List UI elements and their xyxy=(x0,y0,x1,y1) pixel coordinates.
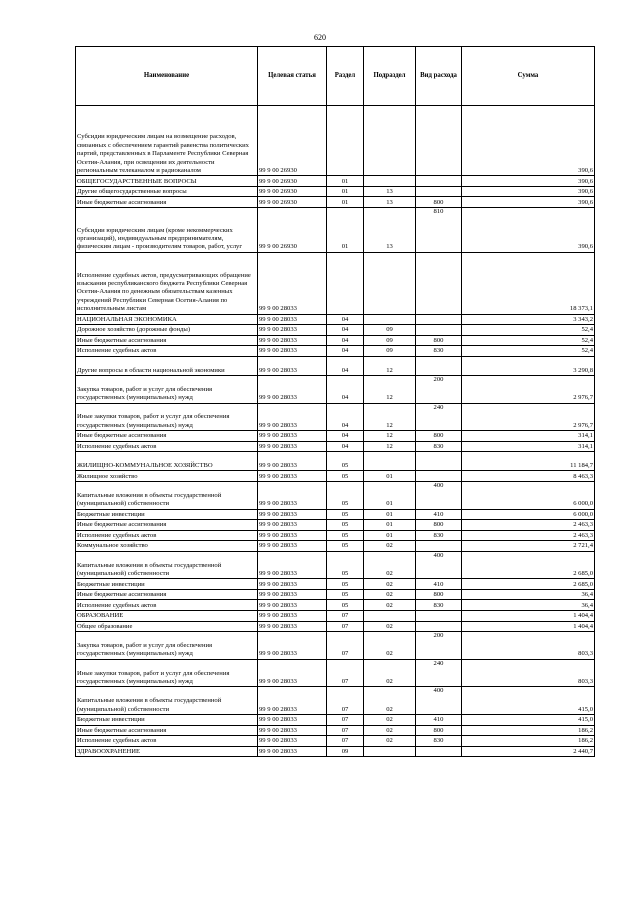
row-type xyxy=(416,176,462,187)
row-subsection xyxy=(364,746,416,757)
row-sum: 415,0 xyxy=(462,687,595,715)
page-number: 620 xyxy=(314,33,326,42)
row-subsection: 12 xyxy=(364,403,416,431)
row-code: 99 9 00 28033 xyxy=(258,736,327,747)
row-section: 07 xyxy=(327,687,364,715)
row-name: Бюджетные инвестиции xyxy=(76,579,258,590)
row-name: Иные закупки товаров, работ и услуг для обеспечения государственных (муниципальных) нужд xyxy=(76,403,258,431)
row-subsection: 02 xyxy=(364,589,416,600)
row-type xyxy=(416,611,462,622)
row-sum: 3 290,8 xyxy=(462,356,595,375)
row-type: 800 xyxy=(416,335,462,346)
row-name: Иные бюджетные ассигнования xyxy=(76,520,258,531)
row-subsection: 09 xyxy=(364,346,416,357)
row-type xyxy=(416,106,462,176)
row-section xyxy=(327,252,364,314)
row-subsection: 02 xyxy=(364,659,416,687)
table-row xyxy=(76,346,595,357)
row-subsection: 02 xyxy=(364,632,416,660)
row-type: 200 xyxy=(416,375,462,403)
row-subsection: 13 xyxy=(364,208,416,253)
row-code: 99 9 00 28033 xyxy=(258,325,327,336)
table-row xyxy=(76,530,595,541)
row-sum: 186,2 xyxy=(462,736,595,747)
row-code: 99 9 00 28033 xyxy=(258,441,327,452)
row-type: 800 xyxy=(416,431,462,442)
row-type: 830 xyxy=(416,600,462,611)
row-name: НАЦИОНАЛЬНАЯ ЭКОНОМИКА xyxy=(76,314,258,325)
row-name: Жилищное хозяйство xyxy=(76,471,258,482)
row-section: 04 xyxy=(327,403,364,431)
table-row xyxy=(76,375,595,403)
table-row xyxy=(76,659,595,687)
row-code: 99 9 00 28033 xyxy=(258,335,327,346)
row-subsection: 02 xyxy=(364,725,416,736)
row-sum: 390,6 xyxy=(462,186,595,197)
table-header-row xyxy=(76,47,595,106)
row-sum: 1 404,4 xyxy=(462,611,595,622)
table-row xyxy=(76,632,595,660)
row-code: 99 9 00 28033 xyxy=(258,746,327,757)
row-name: Субсидии юридическим лицам (кроме некоммерческих организаций), индивидуальным предпринимателям, физическим лицам - производителям товаров, работ, услуг xyxy=(76,208,258,253)
table-row xyxy=(76,252,595,314)
row-code: 99 9 00 28033 xyxy=(258,551,327,579)
row-code: 99 9 00 28033 xyxy=(258,579,327,590)
row-type: 410 xyxy=(416,715,462,726)
row-type: 800 xyxy=(416,197,462,208)
row-code: 99 9 00 28033 xyxy=(258,471,327,482)
row-subsection: 01 xyxy=(364,481,416,509)
row-type: 410 xyxy=(416,509,462,520)
row-type: 800 xyxy=(416,589,462,600)
row-code: 99 9 00 28033 xyxy=(258,541,327,552)
row-sum: 3 343,2 xyxy=(462,314,595,325)
row-section: 07 xyxy=(327,725,364,736)
row-name: Исполнение судебных актов, предусматривающих обращение взыскания республиканского бюджета Республики Северная Осетия-Алания по денежным обязательствам казенных учреждений Республики Северная Осетия-Алания по исполнительным листам xyxy=(76,252,258,314)
row-type: 410 xyxy=(416,579,462,590)
row-section: 07 xyxy=(327,736,364,747)
row-subsection: 13 xyxy=(364,186,416,197)
row-subsection: 01 xyxy=(364,530,416,541)
row-section: 04 xyxy=(327,335,364,346)
row-name: ОБРАЗОВАНИЕ xyxy=(76,611,258,622)
table-row xyxy=(76,600,595,611)
row-name: ОБЩЕГОСУДАРСТВЕННЫЕ ВОПРОСЫ xyxy=(76,176,258,187)
header-sum: Сумма xyxy=(462,47,595,106)
row-sum: 52,4 xyxy=(462,325,595,336)
row-sum: 186,2 xyxy=(462,725,595,736)
row-type: 240 xyxy=(416,659,462,687)
row-subsection: 12 xyxy=(364,441,416,452)
row-type: 830 xyxy=(416,530,462,541)
row-sum: 2 440,7 xyxy=(462,746,595,757)
row-name: Другие вопросы в области национальной экономики xyxy=(76,356,258,375)
row-subsection: 12 xyxy=(364,375,416,403)
row-section: 07 xyxy=(327,611,364,622)
row-sum: 314,1 xyxy=(462,431,595,442)
row-type xyxy=(416,746,462,757)
row-code: 99 9 00 28033 xyxy=(258,659,327,687)
table-row xyxy=(76,520,595,531)
row-sum: 314,1 xyxy=(462,441,595,452)
row-sum: 36,4 xyxy=(462,600,595,611)
row-name: Закупка товаров, работ и услуг для обеспечения государственных (муниципальных) нужд xyxy=(76,632,258,660)
row-type xyxy=(416,186,462,197)
row-section: 04 xyxy=(327,325,364,336)
row-subsection: 09 xyxy=(364,325,416,336)
row-name: Бюджетные инвестиции xyxy=(76,715,258,726)
row-type xyxy=(416,356,462,375)
row-sum: 6 000,0 xyxy=(462,481,595,509)
row-section: 07 xyxy=(327,715,364,726)
row-section: 07 xyxy=(327,659,364,687)
table-row xyxy=(76,715,595,726)
row-name: Закупка товаров, работ и услуг для обеспечения государственных (муниципальных) нужд xyxy=(76,375,258,403)
row-section: 05 xyxy=(327,600,364,611)
row-sum: 8 463,3 xyxy=(462,471,595,482)
row-section: 09 xyxy=(327,746,364,757)
table-row xyxy=(76,431,595,442)
row-name: Исполнение судебных актов xyxy=(76,736,258,747)
row-name: Исполнение судебных актов xyxy=(76,441,258,452)
row-section: 04 xyxy=(327,314,364,325)
row-name: Иные бюджетные ассигнования xyxy=(76,589,258,600)
row-section: 05 xyxy=(327,589,364,600)
row-name: Капитальные вложения в объекты государственной (муниципальной) собственности xyxy=(76,481,258,509)
row-subsection: 02 xyxy=(364,541,416,552)
header-type: Вид расхода xyxy=(416,47,462,106)
table-row xyxy=(76,509,595,520)
row-sum: 52,4 xyxy=(462,335,595,346)
table-row xyxy=(76,197,595,208)
row-sum: 803,3 xyxy=(462,659,595,687)
table-row xyxy=(76,176,595,187)
row-subsection xyxy=(364,106,416,176)
row-sum: 1 404,4 xyxy=(462,621,595,632)
row-type xyxy=(416,325,462,336)
table-row xyxy=(76,746,595,757)
row-code: 99 9 00 28033 xyxy=(258,715,327,726)
row-code: 99 9 00 26930 xyxy=(258,176,327,187)
row-subsection: 09 xyxy=(364,335,416,346)
row-code: 99 9 00 28033 xyxy=(258,314,327,325)
row-code: 99 9 00 28033 xyxy=(258,356,327,375)
row-subsection: 02 xyxy=(364,600,416,611)
row-name: Капитальные вложения в объекты государственной (муниципальной) собственности xyxy=(76,551,258,579)
row-section: 01 xyxy=(327,208,364,253)
row-subsection xyxy=(364,611,416,622)
row-sum: 803,3 xyxy=(462,632,595,660)
row-type: 400 xyxy=(416,481,462,509)
table-row xyxy=(76,186,595,197)
row-section: 01 xyxy=(327,176,364,187)
row-code: 99 9 00 28033 xyxy=(258,600,327,611)
row-sum: 2 721,4 xyxy=(462,541,595,552)
row-sum: 390,6 xyxy=(462,208,595,253)
row-name: Иные бюджетные ассигнования xyxy=(76,725,258,736)
row-section: 05 xyxy=(327,520,364,531)
row-type: 810 xyxy=(416,208,462,253)
table-row xyxy=(76,335,595,346)
row-type xyxy=(416,541,462,552)
row-sum: 52,4 xyxy=(462,346,595,357)
row-name: Субсидии юридическим лицам на возмещение расходов, связанных с обеспечением гарантий равенства политических партий, представленных в Парламенте Республики Северная Осетия-Алания, при освещении их деятельности региональным телеканалом и радиоканалом xyxy=(76,106,258,176)
row-code: 99 9 00 28033 xyxy=(258,509,327,520)
table-body xyxy=(76,106,595,757)
row-subsection xyxy=(364,176,416,187)
table-row xyxy=(76,551,595,579)
budget-table xyxy=(75,46,595,757)
row-sum: 390,6 xyxy=(462,176,595,187)
row-section: 05 xyxy=(327,481,364,509)
row-name: Бюджетные инвестиции xyxy=(76,509,258,520)
row-code: 99 9 00 28033 xyxy=(258,431,327,442)
row-sum: 2 463,3 xyxy=(462,530,595,541)
table-row xyxy=(76,471,595,482)
row-type: 240 xyxy=(416,403,462,431)
header-code: Целевая статья xyxy=(258,47,327,106)
row-code: 99 9 00 28033 xyxy=(258,452,327,471)
row-code: 99 9 00 26930 xyxy=(258,106,327,176)
row-name: Иные бюджетные ассигнования xyxy=(76,431,258,442)
row-section: 07 xyxy=(327,621,364,632)
row-code: 99 9 00 26930 xyxy=(258,186,327,197)
row-code: 99 9 00 28033 xyxy=(258,375,327,403)
row-type: 830 xyxy=(416,736,462,747)
row-type xyxy=(416,314,462,325)
table-row xyxy=(76,725,595,736)
header-section: Раздел xyxy=(327,47,364,106)
row-code: 99 9 00 28033 xyxy=(258,403,327,431)
row-code: 99 9 00 28033 xyxy=(258,481,327,509)
row-section: 01 xyxy=(327,186,364,197)
table-row xyxy=(76,541,595,552)
row-subsection: 01 xyxy=(364,520,416,531)
row-type xyxy=(416,621,462,632)
row-subsection: 02 xyxy=(364,736,416,747)
row-type xyxy=(416,471,462,482)
table-row xyxy=(76,325,595,336)
row-sum: 2 976,7 xyxy=(462,375,595,403)
row-code: 99 9 00 28033 xyxy=(258,530,327,541)
row-section: 05 xyxy=(327,579,364,590)
table-row xyxy=(76,736,595,747)
row-subsection: 12 xyxy=(364,356,416,375)
row-subsection: 02 xyxy=(364,621,416,632)
row-code: 99 9 00 28033 xyxy=(258,589,327,600)
row-code: 99 9 00 26930 xyxy=(258,208,327,253)
table-row xyxy=(76,106,595,176)
row-type: 800 xyxy=(416,520,462,531)
row-type: 800 xyxy=(416,725,462,736)
row-sum: 18 373,1 xyxy=(462,252,595,314)
row-type xyxy=(416,452,462,471)
row-name: Исполнение судебных актов xyxy=(76,530,258,541)
row-subsection: 01 xyxy=(364,471,416,482)
row-subsection: 13 xyxy=(364,197,416,208)
row-section: 05 xyxy=(327,471,364,482)
row-subsection: 01 xyxy=(364,509,416,520)
row-sum: 11 184,7 xyxy=(462,452,595,471)
row-sum: 2 463,3 xyxy=(462,520,595,531)
row-section: 05 xyxy=(327,530,364,541)
row-sum: 415,0 xyxy=(462,715,595,726)
row-subsection xyxy=(364,252,416,314)
row-type: 830 xyxy=(416,441,462,452)
row-subsection: 02 xyxy=(364,579,416,590)
row-code: 99 9 00 26930 xyxy=(258,197,327,208)
row-sum: 36,4 xyxy=(462,589,595,600)
row-name: Общее образование xyxy=(76,621,258,632)
row-section: 05 xyxy=(327,452,364,471)
row-name: ЖИЛИЩНО-КОММУНАЛЬНОЕ ХОЗЯЙСТВО xyxy=(76,452,258,471)
header-name: Наименование xyxy=(76,47,258,106)
row-section: 04 xyxy=(327,356,364,375)
row-code: 99 9 00 28033 xyxy=(258,346,327,357)
row-code: 99 9 00 28033 xyxy=(258,621,327,632)
row-section xyxy=(327,106,364,176)
header-subsection: Подраздел xyxy=(364,47,416,106)
row-name: Иные бюджетные ассигнования xyxy=(76,197,258,208)
row-section: 01 xyxy=(327,197,364,208)
table-row xyxy=(76,208,595,253)
row-subsection xyxy=(364,314,416,325)
row-code: 99 9 00 28033 xyxy=(258,611,327,622)
row-sum: 390,6 xyxy=(462,197,595,208)
row-name: Иные бюджетные ассигнования xyxy=(76,335,258,346)
row-type: 400 xyxy=(416,551,462,579)
row-section: 04 xyxy=(327,375,364,403)
row-sum: 2 976,7 xyxy=(462,403,595,431)
row-subsection: 02 xyxy=(364,715,416,726)
table-row xyxy=(76,314,595,325)
row-section: 04 xyxy=(327,346,364,357)
row-name: ЗДРАВООХРАНЕНИЕ xyxy=(76,746,258,757)
row-type xyxy=(416,252,462,314)
table-row xyxy=(76,452,595,471)
row-sum: 2 685,0 xyxy=(462,551,595,579)
row-sum: 390,6 xyxy=(462,106,595,176)
row-type: 830 xyxy=(416,346,462,357)
row-section: 05 xyxy=(327,541,364,552)
row-sum: 2 685,0 xyxy=(462,579,595,590)
row-subsection: 12 xyxy=(364,431,416,442)
row-name: Дорожное хозяйство (дорожные фонды) xyxy=(76,325,258,336)
table-row xyxy=(76,579,595,590)
row-sum: 6 000,0 xyxy=(462,509,595,520)
row-code: 99 9 00 28033 xyxy=(258,725,327,736)
row-section: 05 xyxy=(327,551,364,579)
table-row xyxy=(76,611,595,622)
row-subsection: 02 xyxy=(364,551,416,579)
row-name: Коммунальное хозяйство xyxy=(76,541,258,552)
row-code: 99 9 00 28033 xyxy=(258,520,327,531)
table-row xyxy=(76,687,595,715)
table-row xyxy=(76,589,595,600)
table-row xyxy=(76,621,595,632)
row-name: Исполнение судебных актов xyxy=(76,600,258,611)
row-code: 99 9 00 28033 xyxy=(258,687,327,715)
row-name: Иные закупки товаров, работ и услуг для обеспечения государственных (муниципальных) нужд xyxy=(76,659,258,687)
table-row xyxy=(76,441,595,452)
row-subsection xyxy=(364,452,416,471)
row-name: Другие общегосударственные вопросы xyxy=(76,186,258,197)
row-section: 07 xyxy=(327,632,364,660)
table-row xyxy=(76,481,595,509)
row-section: 04 xyxy=(327,431,364,442)
row-section: 05 xyxy=(327,509,364,520)
row-code: 99 9 00 28033 xyxy=(258,252,327,314)
row-code: 99 9 00 28033 xyxy=(258,632,327,660)
row-type: 400 xyxy=(416,687,462,715)
row-subsection: 02 xyxy=(364,687,416,715)
row-name: Исполнение судебных актов xyxy=(76,346,258,357)
row-section: 04 xyxy=(327,441,364,452)
table-row xyxy=(76,356,595,375)
row-type: 200 xyxy=(416,632,462,660)
table-row xyxy=(76,403,595,431)
row-name: Капитальные вложения в объекты государственной (муниципальной) собственности xyxy=(76,687,258,715)
